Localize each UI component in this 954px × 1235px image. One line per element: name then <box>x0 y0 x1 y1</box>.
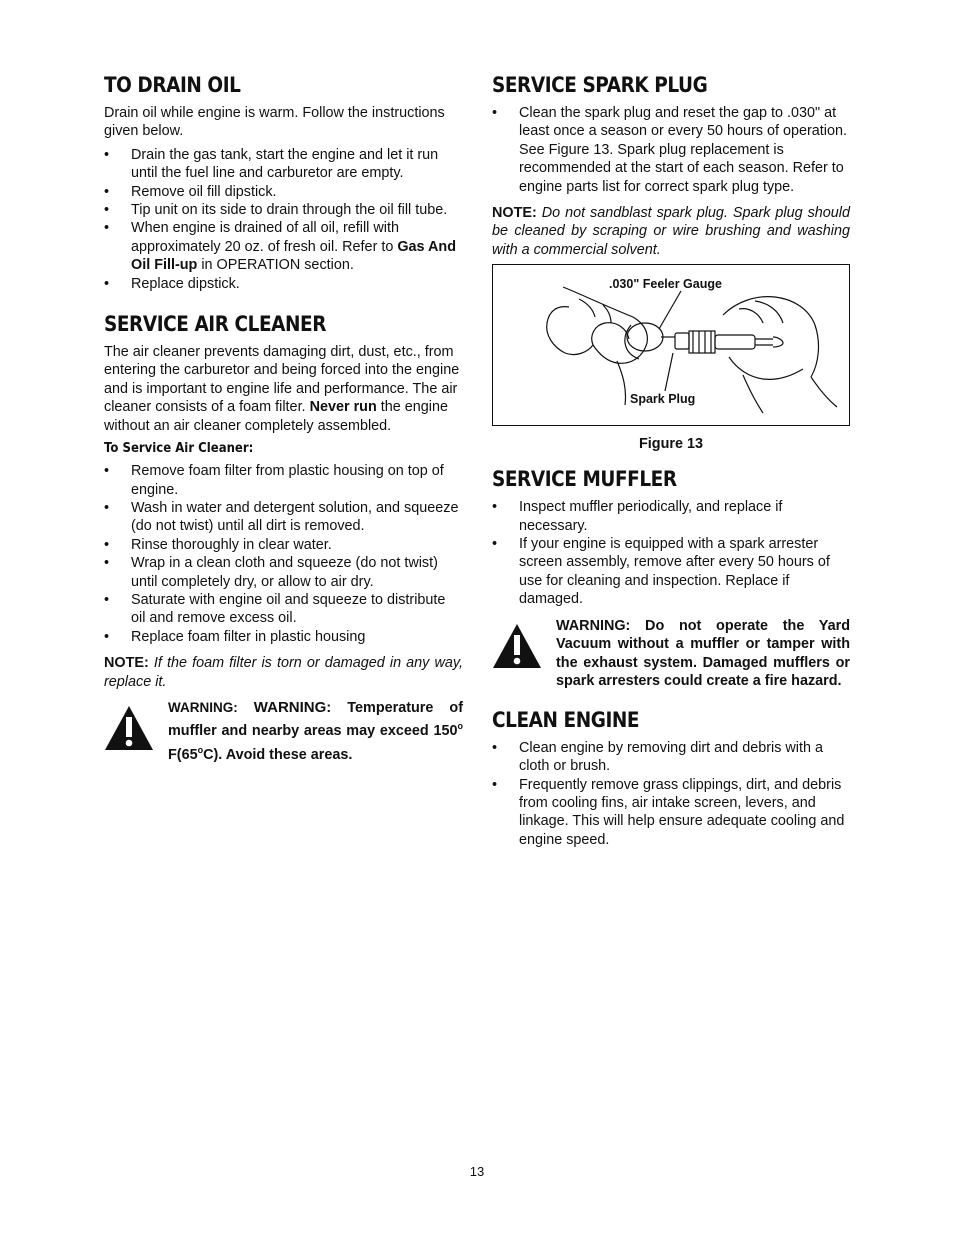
list-item: • Wash in water and detergent solution, and squeeze (do not twist) until all dirt is removed. <box>104 499 463 536</box>
never-run-rest: the engine without an air cleaner completely assembled. <box>104 399 448 434</box>
right-column <box>492 72 850 857</box>
note-label: NOTE: <box>104 655 149 672</box>
note-label: NOTE: <box>492 205 537 222</box>
list-item <box>104 219 463 274</box>
gas-oil-fillup-ref: Gas And Oil Fill-up <box>131 238 456 274</box>
list-item: • Clean engine by removing dirt and debris with a cloth or brush. <box>492 739 850 776</box>
spark-plug-heading: SERVICE SPARK PLUG <box>492 73 708 97</box>
warning-triangle-icon <box>104 705 154 751</box>
temperature-warning <box>104 699 463 764</box>
clean-engine-list <box>492 739 850 849</box>
note-text: If the foam filter is torn or damaged in any way, replace it. <box>104 655 463 690</box>
list-item: • Remove foam filter from plastic housing on top of engine. <box>104 462 463 499</box>
figure-caption: Figure 13 <box>639 436 703 453</box>
page-number: 13 <box>469 1164 485 1179</box>
feeler-gauge-label: .030" Feeler Gauge <box>609 277 722 292</box>
list-item: • Tip unit on its side to drain through the oil fill tube. <box>104 201 463 219</box>
never-run-bold: Never run <box>309 399 377 416</box>
muffler-heading: SERVICE MUFFLER <box>492 467 677 492</box>
list-item: • Frequently remove grass clippings, dirt, and debris from cooling fins, air intake screen, levers, and linkage. This will help ensure adequate cooling and engine speed. <box>492 776 850 850</box>
drain-oil-intro: Drain oil while engine is warm. Follow the instructions given below. <box>104 105 445 140</box>
air-cleaner-heading: SERVICE AIR CLEANER <box>104 312 327 337</box>
left-column <box>104 72 463 764</box>
muffler-warning-text: WARNING: Do not operate the Yard Vacuum without a muffler or tamper with the exhaust system. Damaged mufflers or spark arresters could create a fire hazard. <box>556 617 850 690</box>
list-item: • Saturate with engine oil and squeeze to distribute oil and remove excess oil. <box>104 591 463 628</box>
muffler-list <box>492 498 850 608</box>
air-cleaner-text: The air cleaner prevents damaging dirt, dust, etc., from entering the carburetor and being forced into the engine and is important to engine life and performance. The air cleaner consists of a foam filter. <box>104 344 460 416</box>
warning-label: WARNING: <box>168 699 238 715</box>
figure-13 <box>492 264 850 426</box>
refill-text-end: in OPERATION section. <box>197 257 354 274</box>
spark-plug-label: Spark Plug <box>630 392 696 407</box>
drain-oil-heading: TO DRAIN OIL <box>104 73 241 97</box>
list-item: • If your engine is equipped with a spark arrester screen assembly, remove after every 50 hours of use for cleaning and inspection. Replace if damaged. <box>492 535 850 609</box>
list-item: • Replace dipstick. <box>104 275 463 293</box>
muffler-warning <box>492 617 850 691</box>
list-item: • Remove oil fill dipstick. <box>104 183 463 201</box>
degree-sup: o <box>197 744 204 755</box>
temperature-warning-text <box>168 699 463 764</box>
warning-text-1: Temperature of muffler and nearby areas may exceed 150 <box>168 699 464 740</box>
air-cleaner-para <box>104 343 463 435</box>
list-item: • Inspect muffler periodically, and replace if necessary. <box>492 498 850 535</box>
warning-label-2: WARNING: <box>253 698 332 716</box>
list-item: • Drain the gas tank, start the engine and let it run until the fuel line and carburetor are empty. <box>104 146 463 183</box>
warning-text-3: C). Avoid these areas. <box>203 746 353 763</box>
note-text: Do not sandblast spark plug. Spark plug should be cleaned by scraping or wire brushing and washing with a commercial solvent. <box>492 205 850 258</box>
air-cleaner-note <box>104 654 463 691</box>
drain-oil-list <box>104 146 463 293</box>
spark-plug-note <box>492 204 850 259</box>
clean-engine-heading: CLEAN ENGINE <box>492 707 640 732</box>
refill-text: When engine is drained of all oil, refill with approximately 20 oz. of fresh oil. Refer to <box>131 220 399 255</box>
list-item: • Rinse thoroughly in clear water. <box>104 536 463 554</box>
list-item: • Replace foam filter in plastic housing <box>104 628 463 646</box>
degree-sup: o <box>457 721 463 732</box>
air-cleaner-subheading: To Service Air Cleaner: <box>104 441 254 457</box>
list-item: • Wrap in a clean cloth and squeeze (do not twist) until completely dry, or allow to air dry. <box>104 554 463 591</box>
spark-plug-list <box>492 104 850 196</box>
warning-triangle-icon <box>492 623 542 669</box>
warning-text-2: F(65 <box>168 746 198 763</box>
air-cleaner-list <box>104 462 463 646</box>
list-item: • Clean the spark plug and reset the gap to .030" at least once a season or every 50 hours of operation. See Figure 13. Spark plug replacement is recommended at the start of each season. Refer to engine parts list for correct spark plug type. <box>492 104 850 196</box>
